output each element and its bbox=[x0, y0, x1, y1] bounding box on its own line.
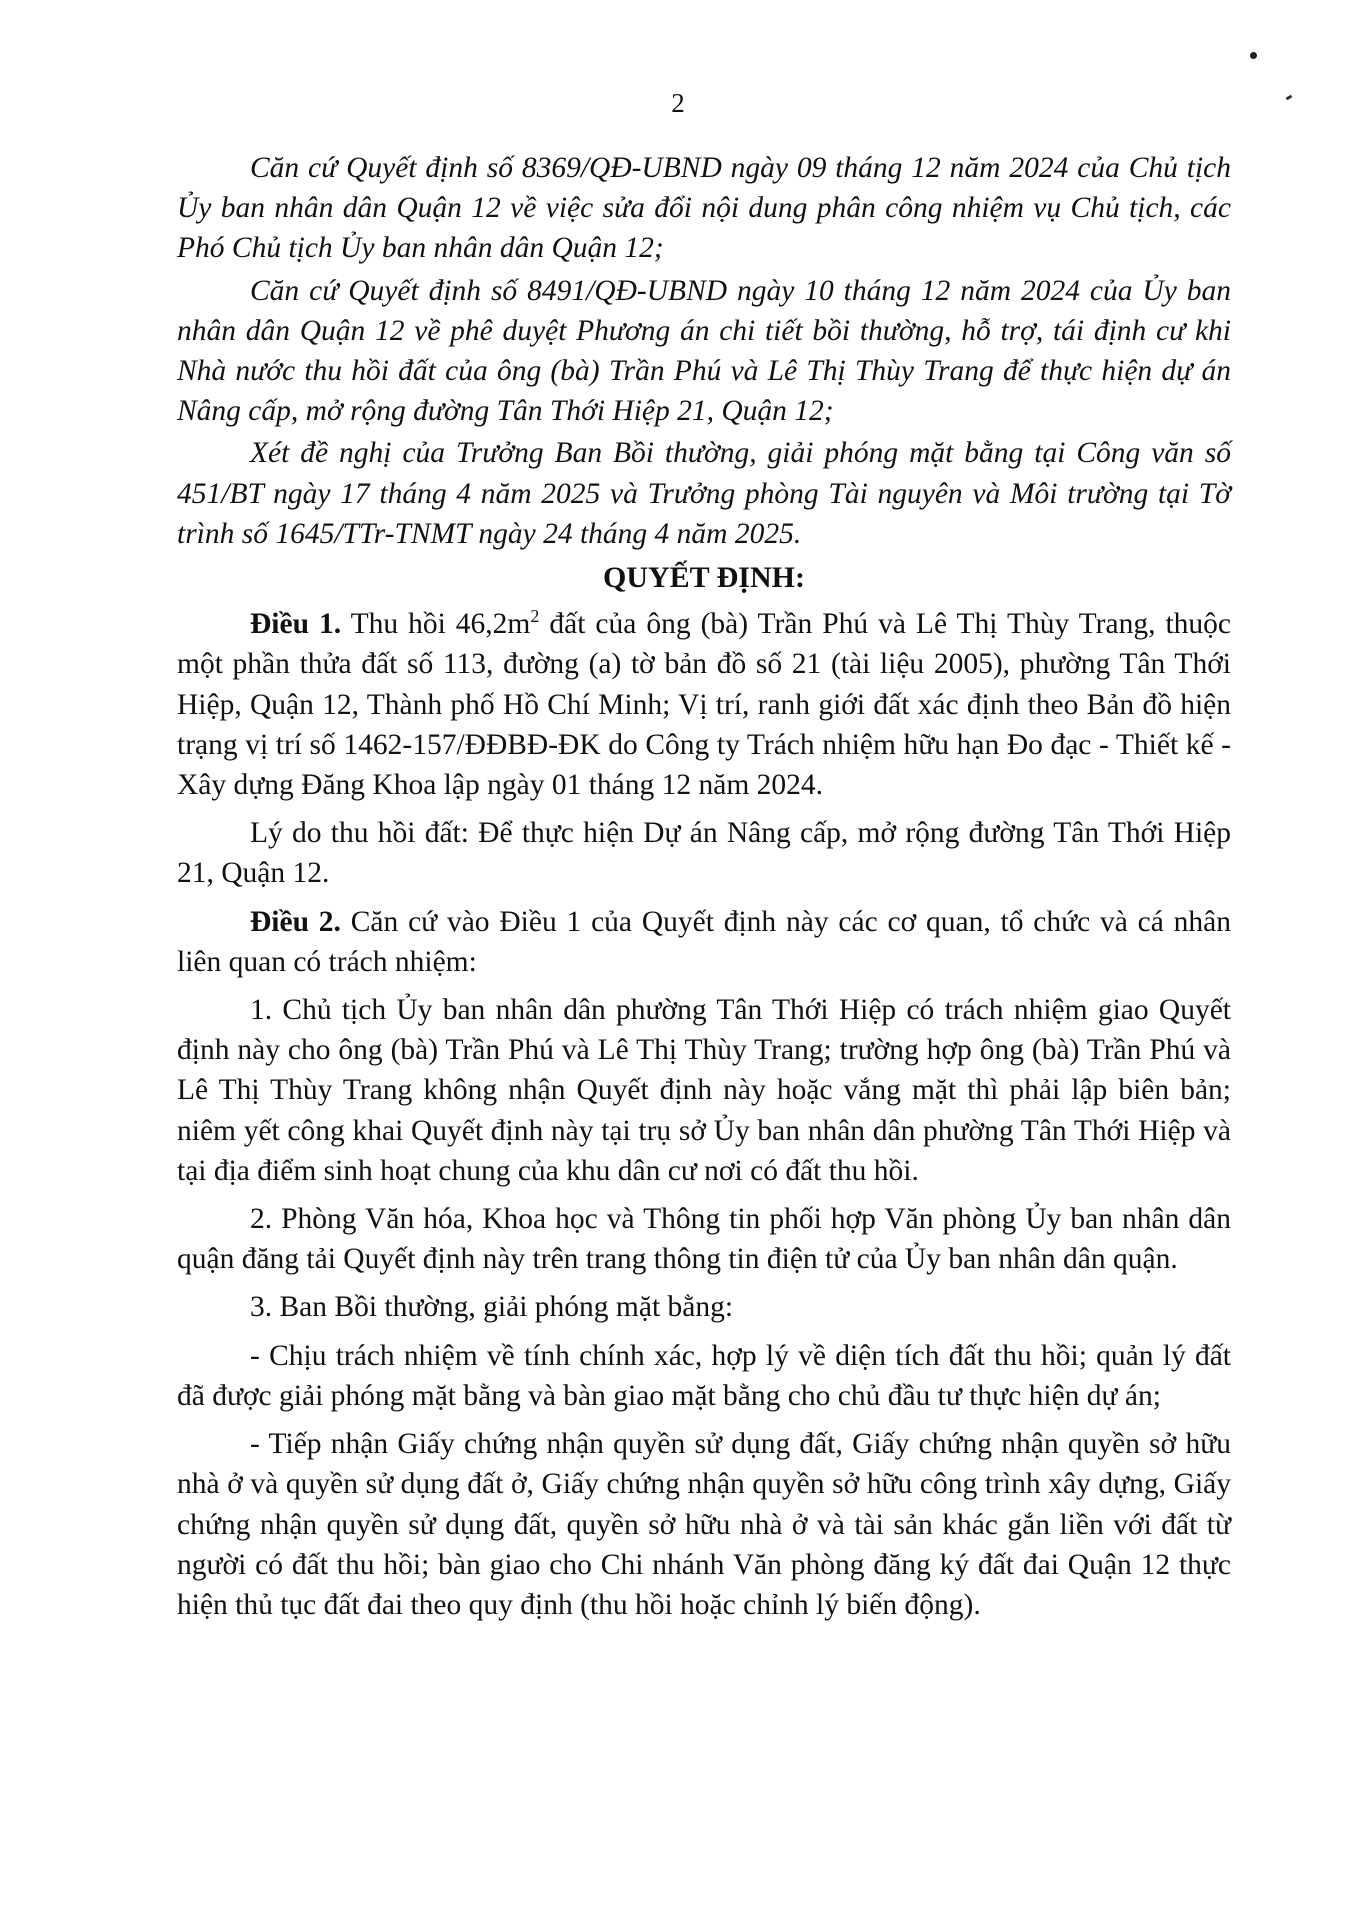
article-2-item: - Tiếp nhận Giấy chứng nhận quyền sử dụng đất, Giấy chứng nhận quyền sở hữu nhà ở và quyền sử dụng đất ở, Giấy chứng nhận quyền sở hữu công trình xây dựng, Giấy chứng nhận quyền sử dụng đất, quyền sở hữu nhà ở và tài sản khác gắn liền với đất từ người có đất thu hồi; bàn giao cho Chi nhánh Văn phòng đăng ký đất đai Quận 12 thực hiện thủ tục đất đai theo quy định (thu hồi hoặc chỉnh lý biến động). bbox=[177, 1428, 1231, 1621]
preamble-paragraph: Căn cứ Quyết định số 8369/QĐ-UBND ngày 09 tháng 12 năm 2024 của Chủ tịch Ủy ban nhân dân Quận 12 về việc sửa đổi nội dung phân công nhiệm vụ Chủ tịch, các Phó Chủ tịch Ủy ban nhân dân Quận 12; bbox=[177, 152, 1231, 265]
preamble-paragraph: Căn cứ Quyết định số 8491/QĐ-UBND ngày 10 tháng 12 năm 2024 của Ủy ban nhân dân Quận 12 về phê duyệt Phương án chi tiết bồi thường, hỗ trợ, tái định cư khi Nhà nước thu hồi đất của ông (bà) Trần Phú và Lê Thị Thùy Trang để thực hiện dự án Nâng cấp, mở rộng đường Tân Thới Hiệp 21, Quận 12; bbox=[177, 274, 1231, 428]
article-2-text: Căn cứ vào Điều 1 của Quyết định này các cơ quan, tổ chức và cá nhân liên quan có trách nhiệm: bbox=[177, 905, 1231, 978]
article-1-label: Điều 1. bbox=[250, 608, 342, 641]
article-2-label: Điều 2. bbox=[250, 905, 341, 938]
area-unit-superscript: 2 bbox=[530, 606, 540, 627]
article-1-paragraph bbox=[177, 604, 1231, 805]
article-2-item: 3. Ban Bồi thường, giải phóng mặt bằng: bbox=[250, 1291, 734, 1324]
page-number: 2 bbox=[671, 88, 685, 118]
article-1-text-a: Thu hồi 46,2m bbox=[341, 608, 531, 641]
article-1-text-b: đất của ông (bà) Trần Phú và Lê Thị Thùy Trang, thuộc một phần thửa đất số 113, đường (a) tờ bản đồ số 21 (tài liệu 2005), phường Tân Thới Hiệp, Quận 12, Thành phố Hồ Chí Minh; Vị trí, ranh giới đất xác định theo Bản đồ hiện trạng vị trí số 1462-157/ĐĐBĐ-ĐK do Công ty Trách nhiệm hữu hạn Đo đạc - Thiết kế - Xây dựng Đăng Khoa lập ngày 01 tháng 12 năm 2024. bbox=[177, 608, 1231, 802]
article-2-paragraph bbox=[177, 902, 1231, 982]
document-body bbox=[177, 148, 1231, 1633]
article-2-item: - Chịu trách nhiệm về tính chính xác, hợp lý về diện tích đất thu hồi; quản lý đất đã được giải phóng mặt bằng và bàn giao mặt bằng cho chủ đầu tư thực hiện dự án; bbox=[177, 1339, 1231, 1412]
preamble-paragraph: Xét đề nghị của Trưởng Ban Bồi thường, giải phóng mặt bằng tại Công văn số 451/BT ngày 17 tháng 4 năm 2025 và Trưởng phòng Tài nguyên và Môi trường tại Tờ trình số 1645/TTr-TNMT ngày 24 tháng 4 năm 2025. bbox=[177, 437, 1231, 550]
article-2-item: 2. Phòng Văn hóa, Khoa học và Thông tin phối hợp Văn phòng Ủy ban nhân dân quận đăng tải Quyết định này trên trang thông tin điện tử của Ủy ban nhân dân quận. bbox=[177, 1203, 1231, 1276]
decision-heading: QUYẾT ĐỊNH: bbox=[603, 561, 805, 595]
article-1-reason: Lý do thu hồi đất: Để thực hiện Dự án Nâng cấp, mở rộng đường Tân Thới Hiệp 21, Quận 12. bbox=[177, 817, 1231, 890]
scan-speck bbox=[1250, 52, 1257, 59]
article-2-item: 1. Chủ tịch Ủy ban nhân dân phường Tân Thới Hiệp có trách nhiệm giao Quyết định này cho ông (bà) Trần Phú và Lê Thị Thùy Trang; trường hợp ông (bà) Trần Phú và Lê Thị Thùy Trang không nhận Quyết định này hoặc vắng mặt thì phải lập biên bản; niêm yết công khai Quyết định này tại trụ sở Ủy ban nhân dân phường Tân Thới Hiệp và tại địa điểm sinh hoạt chung của khu dân cư nơi có đất thu hồi. bbox=[177, 994, 1231, 1187]
